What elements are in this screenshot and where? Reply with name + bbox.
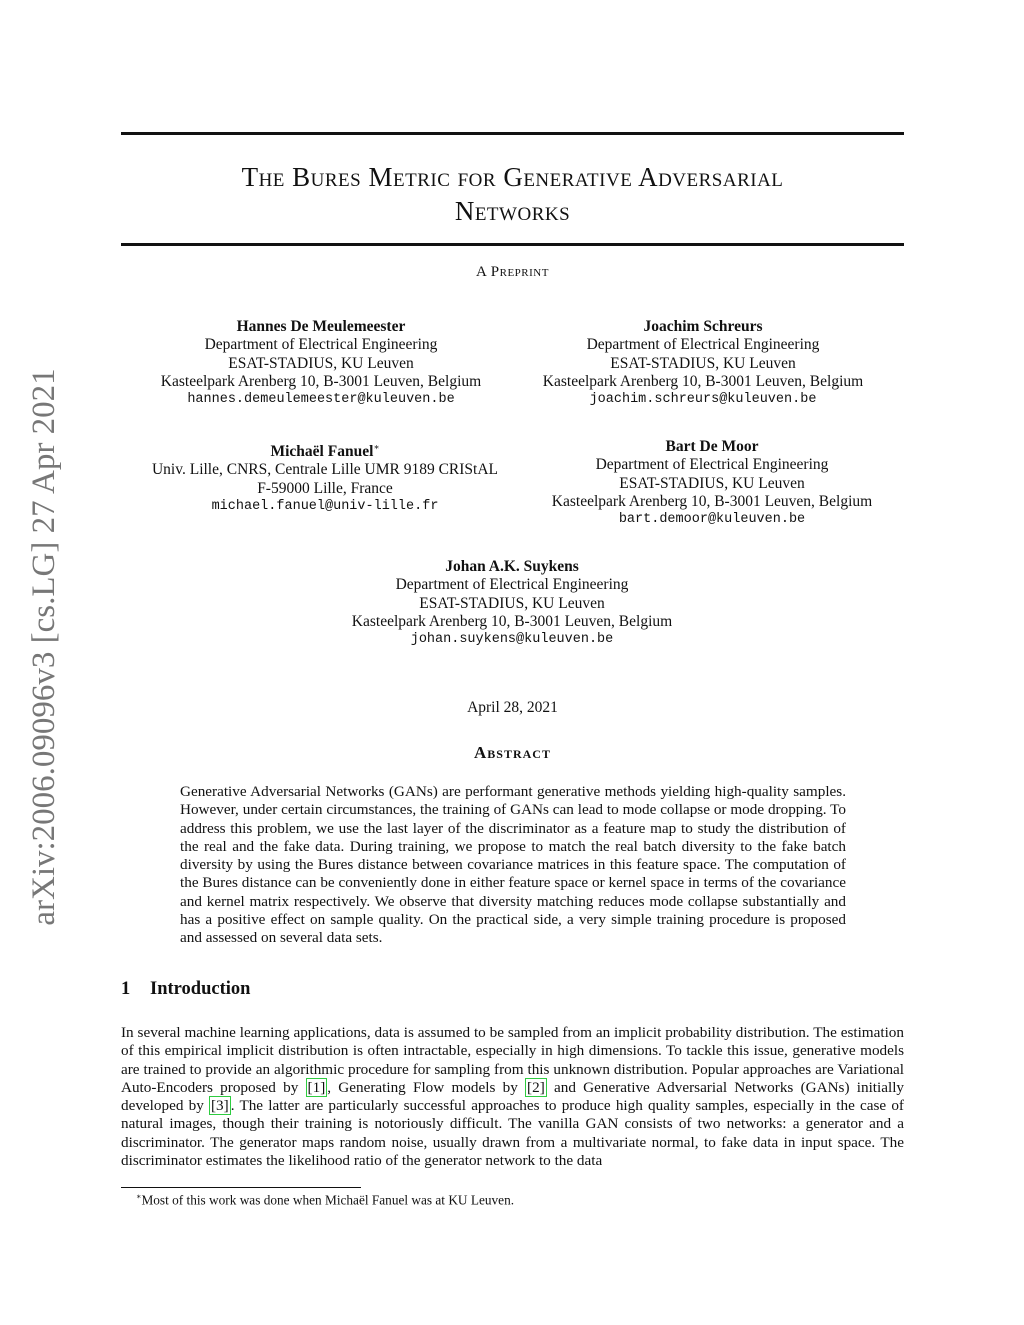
publication-date: April 28, 2021: [467, 699, 558, 716]
title-bottom-rule: [121, 243, 904, 246]
author-block-5: [312, 558, 712, 649]
author-affiliation: Univ. Lille, CNRS, Centrale Lille UMR 9189 CRIStAL: [151, 461, 498, 479]
citation-link[interactable]: [2]: [527, 1078, 545, 1096]
author-email[interactable]: johan.suykens@kuleuven.be: [410, 632, 614, 648]
footnote-mark: ∗: [373, 442, 380, 452]
author-address: Kasteelpark Arenberg 10, B-3001 Leuven, Belgium: [551, 492, 873, 510]
author-block-4: [512, 438, 912, 529]
author-name: Joachim Schreurs: [643, 318, 763, 335]
author-block-1: [121, 318, 521, 409]
title-line-2: Networks: [454, 196, 571, 226]
preprint-label: A Preprint: [476, 264, 549, 280]
author-address: F-59000 Lille, France: [257, 479, 393, 497]
author-affiliation: Department of Electrical Engineering: [595, 456, 829, 474]
arxiv-identifier: arXiv:2006.09096v3 [cs.LG] 27 Apr 2021: [26, 368, 62, 926]
author-name: Hannes De Meulemeester: [236, 318, 406, 335]
abstract-heading: Abstract: [474, 743, 551, 762]
footnote-text: Most of this work was done when Michaël Fanuel was at KU Leuven.: [141, 1192, 515, 1208]
author-affiliation: ESAT-STADIUS, KU Leuven: [619, 474, 805, 492]
author-block-3: [121, 438, 529, 516]
abstract-text: Generative Adversarial Networks (GANs) are performant generative methods yielding high-quality samples. However, under certain circumstances, the training of GANs can lead to mode collapse or mode dropping. To address this problem, we use the last layer of the discriminator as a feature map to study the distribution of the real and the fake data. During training, we propose to match the real batch diversity to the fake batch diversity by using the Bures distance between covariance matrices in this feature space. The computation of the Bures distance can be conveniently done in either feature space or kernel space in terms of the covariance and kernel matrix respectively. We observe that diversity matching reduces mode collapse substantially and has a positive effect on sample quality. On the practical side, a very simple training procedure is proposed and assessed on several data sets.: [180, 783, 846, 947]
author-affiliation: Department of Electrical Engineering: [586, 336, 820, 354]
citation-link[interactable]: [3]: [211, 1097, 229, 1115]
author-name: Michaël Fanuel∗: [270, 442, 380, 461]
author-affiliation: ESAT-STADIUS, KU Leuven: [228, 354, 414, 372]
author-affiliation: ESAT-STADIUS, KU Leuven: [419, 594, 605, 612]
citation-link[interactable]: [1]: [307, 1078, 326, 1096]
author-address: Kasteelpark Arenberg 10, B-3001 Leuven, Belgium: [160, 372, 482, 390]
title-top-rule: [121, 132, 904, 135]
author-affiliation: Department of Electrical Engineering: [204, 336, 438, 354]
footnote-mark: ∗: [136, 1192, 142, 1201]
author-name: Johan A.K. Suykens: [445, 558, 579, 575]
introduction-paragraph: In several machine learning applications, data is assumed to be sampled from an implicit probability distribution. The estimation of this empirical implicit distribution is often intractable, especially in high dimensions. To tackle this issue, generative models are trained to provide an algorithmic procedure for sampling from this unknown distribution. Popular approaches are Variational Auto-Encoders proposed by [1] , Generating Flow models by [2] and Generative Adversarial Networks (GANs) initially developed by [3] . The latter are particularly successful approaches to produce high quality samples, especially in the case of natural images, though their training is notoriously difficult. The vanilla GAN consists of two networks: a generator and a discriminator. The generator maps random noise, usually drawn from a multivariate normal, to fake data in input space. The discriminator estimates the likelihood ratio of the generator network to the data: [121, 1024, 905, 1170]
author-block-2: [503, 318, 903, 409]
author-name: Bart De Moor: [665, 438, 759, 455]
title-line-1: The Bures Metric for Generative Adversarial: [241, 162, 784, 192]
section-title: Introduction: [150, 979, 251, 999]
author-email[interactable]: joachim.schreurs@kuleuven.be: [589, 392, 817, 408]
author-address: Kasteelpark Arenberg 10, B-3001 Leuven, Belgium: [542, 372, 864, 390]
section-number: 1: [121, 979, 131, 999]
author-affiliation: Department of Electrical Engineering: [395, 576, 629, 594]
author-email[interactable]: bart.demoor@kuleuven.be: [618, 512, 806, 528]
footnote: [136, 1192, 514, 1208]
author-email[interactable]: michael.fanuel@univ-lille.fr: [211, 499, 439, 515]
footnote-rule: [121, 1187, 361, 1188]
section-heading: [121, 979, 250, 1000]
paper-title: [121, 160, 904, 228]
author-email[interactable]: hannes.demeulemeester@kuleuven.be: [187, 392, 455, 408]
author-address: Kasteelpark Arenberg 10, B-3001 Leuven, Belgium: [351, 612, 673, 630]
author-affiliation: ESAT-STADIUS, KU Leuven: [610, 354, 796, 372]
